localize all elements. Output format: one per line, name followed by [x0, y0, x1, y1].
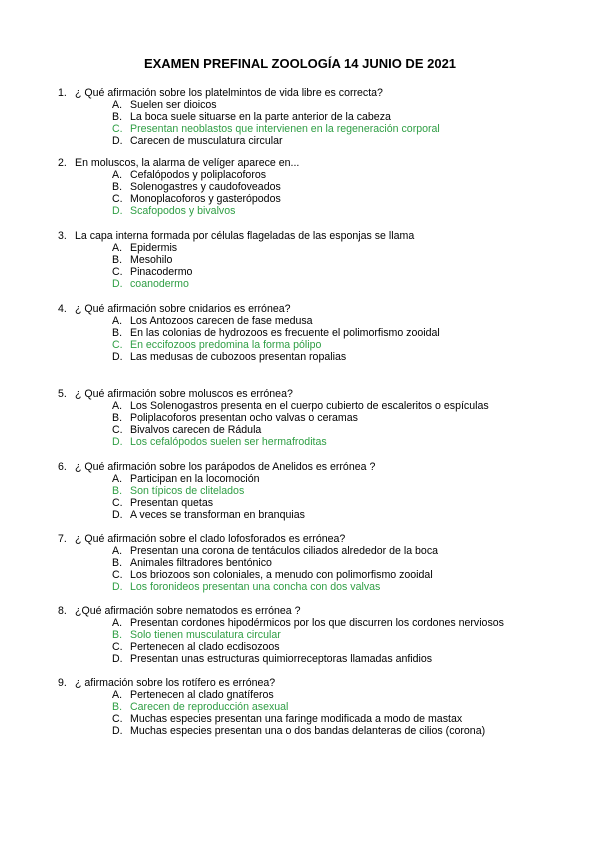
q3-option-c	[58, 266, 578, 278]
q5-option-b	[58, 412, 578, 424]
option-text: Carecen de reproducción asexual	[130, 701, 289, 713]
option-text: Solo tienen musculatura circular	[130, 629, 281, 641]
question-number: 2.	[58, 157, 67, 169]
option-text: Suelen ser dioicos	[130, 99, 217, 111]
option-text: Son típicos de clitelados	[130, 485, 245, 497]
option-letter: C.	[112, 713, 123, 725]
option-text: Los briozoos son coloniales, a menudo con polimorfismo zooidal	[130, 569, 433, 581]
question-text: ¿ Qué afirmación sobre moluscos es errónea?	[75, 388, 293, 400]
question-line	[58, 388, 578, 400]
option-letter: D.	[112, 135, 123, 147]
option-letter: B.	[112, 181, 123, 193]
q6-option-d	[58, 509, 578, 521]
option-text: Presentan unas estructuras quimiorreceptoras llamadas anfidios	[130, 653, 433, 665]
option-text: Animales filtradores bentónico	[130, 557, 272, 569]
option-letter: D.	[112, 278, 123, 290]
option-text: Presentan cordones hipodérmicos por los que discurren los cordones nerviosos	[130, 617, 504, 629]
question-8	[58, 605, 578, 665]
question-line	[58, 87, 578, 99]
option-text: Presentan quetas	[130, 497, 214, 509]
option-letter: B.	[112, 327, 123, 339]
q2-option-c	[58, 193, 578, 205]
exam-title: EXAMEN PREFINAL ZOOLOGÍA 14 JUNIO DE 2021	[143, 56, 457, 71]
question-1	[58, 87, 578, 147]
option-letter: D.	[112, 436, 123, 448]
q3-option-d	[58, 278, 578, 290]
option-letter: B.	[112, 701, 123, 713]
option-text: Pinacodermo	[130, 266, 193, 278]
question-line	[58, 533, 578, 545]
q8-option-c	[58, 641, 578, 653]
question-line	[58, 303, 578, 315]
option-letter: B.	[112, 412, 123, 424]
option-letter: C.	[112, 569, 123, 581]
question-4	[58, 303, 578, 363]
option-letter: D.	[112, 653, 123, 665]
option-text: En eccifozoos predomina la forma pólipo	[130, 339, 322, 351]
q4-option-d	[58, 351, 578, 363]
question-text: ¿ Qué afirmación sobre los parápodos de Anelidos es errónea ?	[75, 461, 376, 473]
option-letter: A.	[112, 689, 123, 701]
question-number: 8.	[58, 605, 67, 617]
question-number: 6.	[58, 461, 67, 473]
option-letter: A.	[112, 169, 123, 181]
question-line	[58, 605, 578, 617]
option-letter: D.	[112, 509, 123, 521]
option-letter: D.	[112, 581, 123, 593]
q3-option-b	[58, 254, 578, 266]
question-2	[58, 157, 578, 217]
q9-option-d	[58, 725, 578, 737]
option-letter: B.	[112, 111, 123, 123]
q2-option-a	[58, 169, 578, 181]
question-number: 4.	[58, 303, 67, 315]
q6-option-b	[58, 485, 578, 497]
q8-option-a	[58, 617, 578, 629]
question-text: La capa interna formada por células flageladas de las esponjas se llama	[75, 230, 415, 242]
q6-option-a	[58, 473, 578, 485]
question-number: 7.	[58, 533, 67, 545]
question-line	[58, 157, 578, 169]
q1-option-b	[58, 111, 578, 123]
q2-option-d	[58, 205, 578, 217]
option-letter: B.	[112, 254, 123, 266]
option-letter: C.	[112, 641, 123, 653]
option-letter: D.	[112, 205, 123, 217]
option-text: Pertenecen al clado gnatíferos	[130, 689, 274, 701]
option-text: Carecen de musculatura circular	[130, 135, 283, 147]
option-text: En las colonias de hydrozoos es frecuente el polimorfismo zooidal	[130, 327, 440, 339]
q8-option-d	[58, 653, 578, 665]
question-text: En moluscos, la alarma de velíger aparece en...	[75, 157, 300, 169]
option-letter: B.	[112, 629, 123, 641]
q5-option-d	[58, 436, 578, 448]
q7-option-b	[58, 557, 578, 569]
q4-option-b	[58, 327, 578, 339]
option-letter: C.	[112, 123, 123, 135]
option-text: Bivalvos carecen de Rádula	[130, 424, 262, 436]
option-text: Cefalópodos y poliplacoforos	[130, 169, 267, 181]
question-line	[58, 677, 578, 689]
question-number: 3.	[58, 230, 67, 242]
option-text: Mesohilo	[130, 254, 173, 266]
option-text: La boca suele situarse en la parte anterior de la cabeza	[130, 111, 391, 123]
question-9	[58, 677, 578, 737]
option-letter: C.	[112, 266, 123, 278]
option-letter: A.	[112, 400, 123, 412]
option-text: Monoplacoforos y gasterópodos	[130, 193, 281, 205]
option-text: Participan en la locomoción	[130, 473, 260, 485]
q1-option-d	[58, 135, 578, 147]
question-3	[58, 230, 578, 290]
q9-option-c	[58, 713, 578, 725]
question-number: 9.	[58, 677, 67, 689]
question-number: 5.	[58, 388, 67, 400]
option-letter: A.	[112, 99, 123, 111]
option-letter: C.	[112, 497, 123, 509]
question-text: ¿ Qué afirmación sobre cnidarios es errónea?	[75, 303, 291, 315]
question-7	[58, 533, 578, 593]
q7-option-c	[58, 569, 578, 581]
q6-option-c	[58, 497, 578, 509]
q5-option-a	[58, 400, 578, 412]
option-text: Las medusas de cubozoos presentan ropalias	[130, 351, 347, 363]
question-number: 1.	[58, 87, 67, 99]
q5-option-c	[58, 424, 578, 436]
q9-option-a	[58, 689, 578, 701]
q7-option-d	[58, 581, 578, 593]
option-letter: A.	[112, 315, 123, 327]
option-text: A veces se transforman en branquias	[130, 509, 305, 521]
q3-option-a	[58, 242, 578, 254]
option-letter: C.	[112, 193, 123, 205]
question-line	[58, 230, 578, 242]
option-letter: B.	[112, 485, 123, 497]
option-letter: A.	[112, 617, 123, 629]
option-text: Presentan una corona de tentáculos ciliados alrededor de la boca	[130, 545, 439, 557]
q4-option-a	[58, 315, 578, 327]
question-text: ¿ afirmación sobre los rotífero es errónea?	[75, 677, 276, 689]
option-text: Solenogastres y caudofoveados	[130, 181, 281, 193]
q1-option-c	[58, 123, 578, 135]
q1-option-a	[58, 99, 578, 111]
option-letter: B.	[112, 557, 123, 569]
q4-option-c	[58, 339, 578, 351]
question-text: ¿Qué afirmación sobre nematodos es errónea ?	[75, 605, 301, 617]
q7-option-a	[58, 545, 578, 557]
option-text: Presentan neoblastos que intervienen en la regeneración corporal	[130, 123, 440, 135]
option-text: Muchas especies presentan una o dos bandas delanteras de cilios (corona)	[130, 725, 486, 737]
q9-option-b	[58, 701, 578, 713]
option-text: Muchas especies presentan una faringe modificada a modo de mastax	[130, 713, 463, 725]
option-text: Los Antozoos carecen de fase medusa	[130, 315, 313, 327]
question-line	[58, 461, 578, 473]
option-letter: A.	[112, 242, 123, 254]
option-text: Los Solenogastros presenta en el cuerpo cubierto de escaleritos o espículas	[130, 400, 489, 412]
question-6	[58, 461, 578, 521]
option-letter: A.	[112, 545, 123, 557]
question-text: ¿ Qué afirmación sobre el clado lofosforados es errónea?	[75, 533, 346, 545]
option-text: Epidermis	[130, 242, 178, 254]
option-text: coanodermo	[130, 278, 189, 290]
option-text: Los foronideos presentan una concha con dos valvas	[130, 581, 381, 593]
q8-option-b	[58, 629, 578, 641]
option-text: Los cefalópodos suelen ser hermafroditas	[130, 436, 327, 448]
option-letter: C.	[112, 339, 123, 351]
question-5	[58, 388, 578, 448]
option-letter: D.	[112, 351, 123, 363]
option-letter: A.	[112, 473, 123, 485]
option-letter: C.	[112, 424, 123, 436]
option-letter: D.	[112, 725, 123, 737]
q2-option-b	[58, 181, 578, 193]
option-text: Scafopodos y bivalvos	[130, 205, 236, 217]
question-text: ¿ Qué afirmación sobre los platelmintos de vida libre es correcta?	[75, 87, 383, 99]
option-text: Poliplacoforos presentan ocho valvas o ceramas	[130, 412, 358, 424]
option-text: Pertenecen al clado ecdisozoos	[130, 641, 280, 653]
